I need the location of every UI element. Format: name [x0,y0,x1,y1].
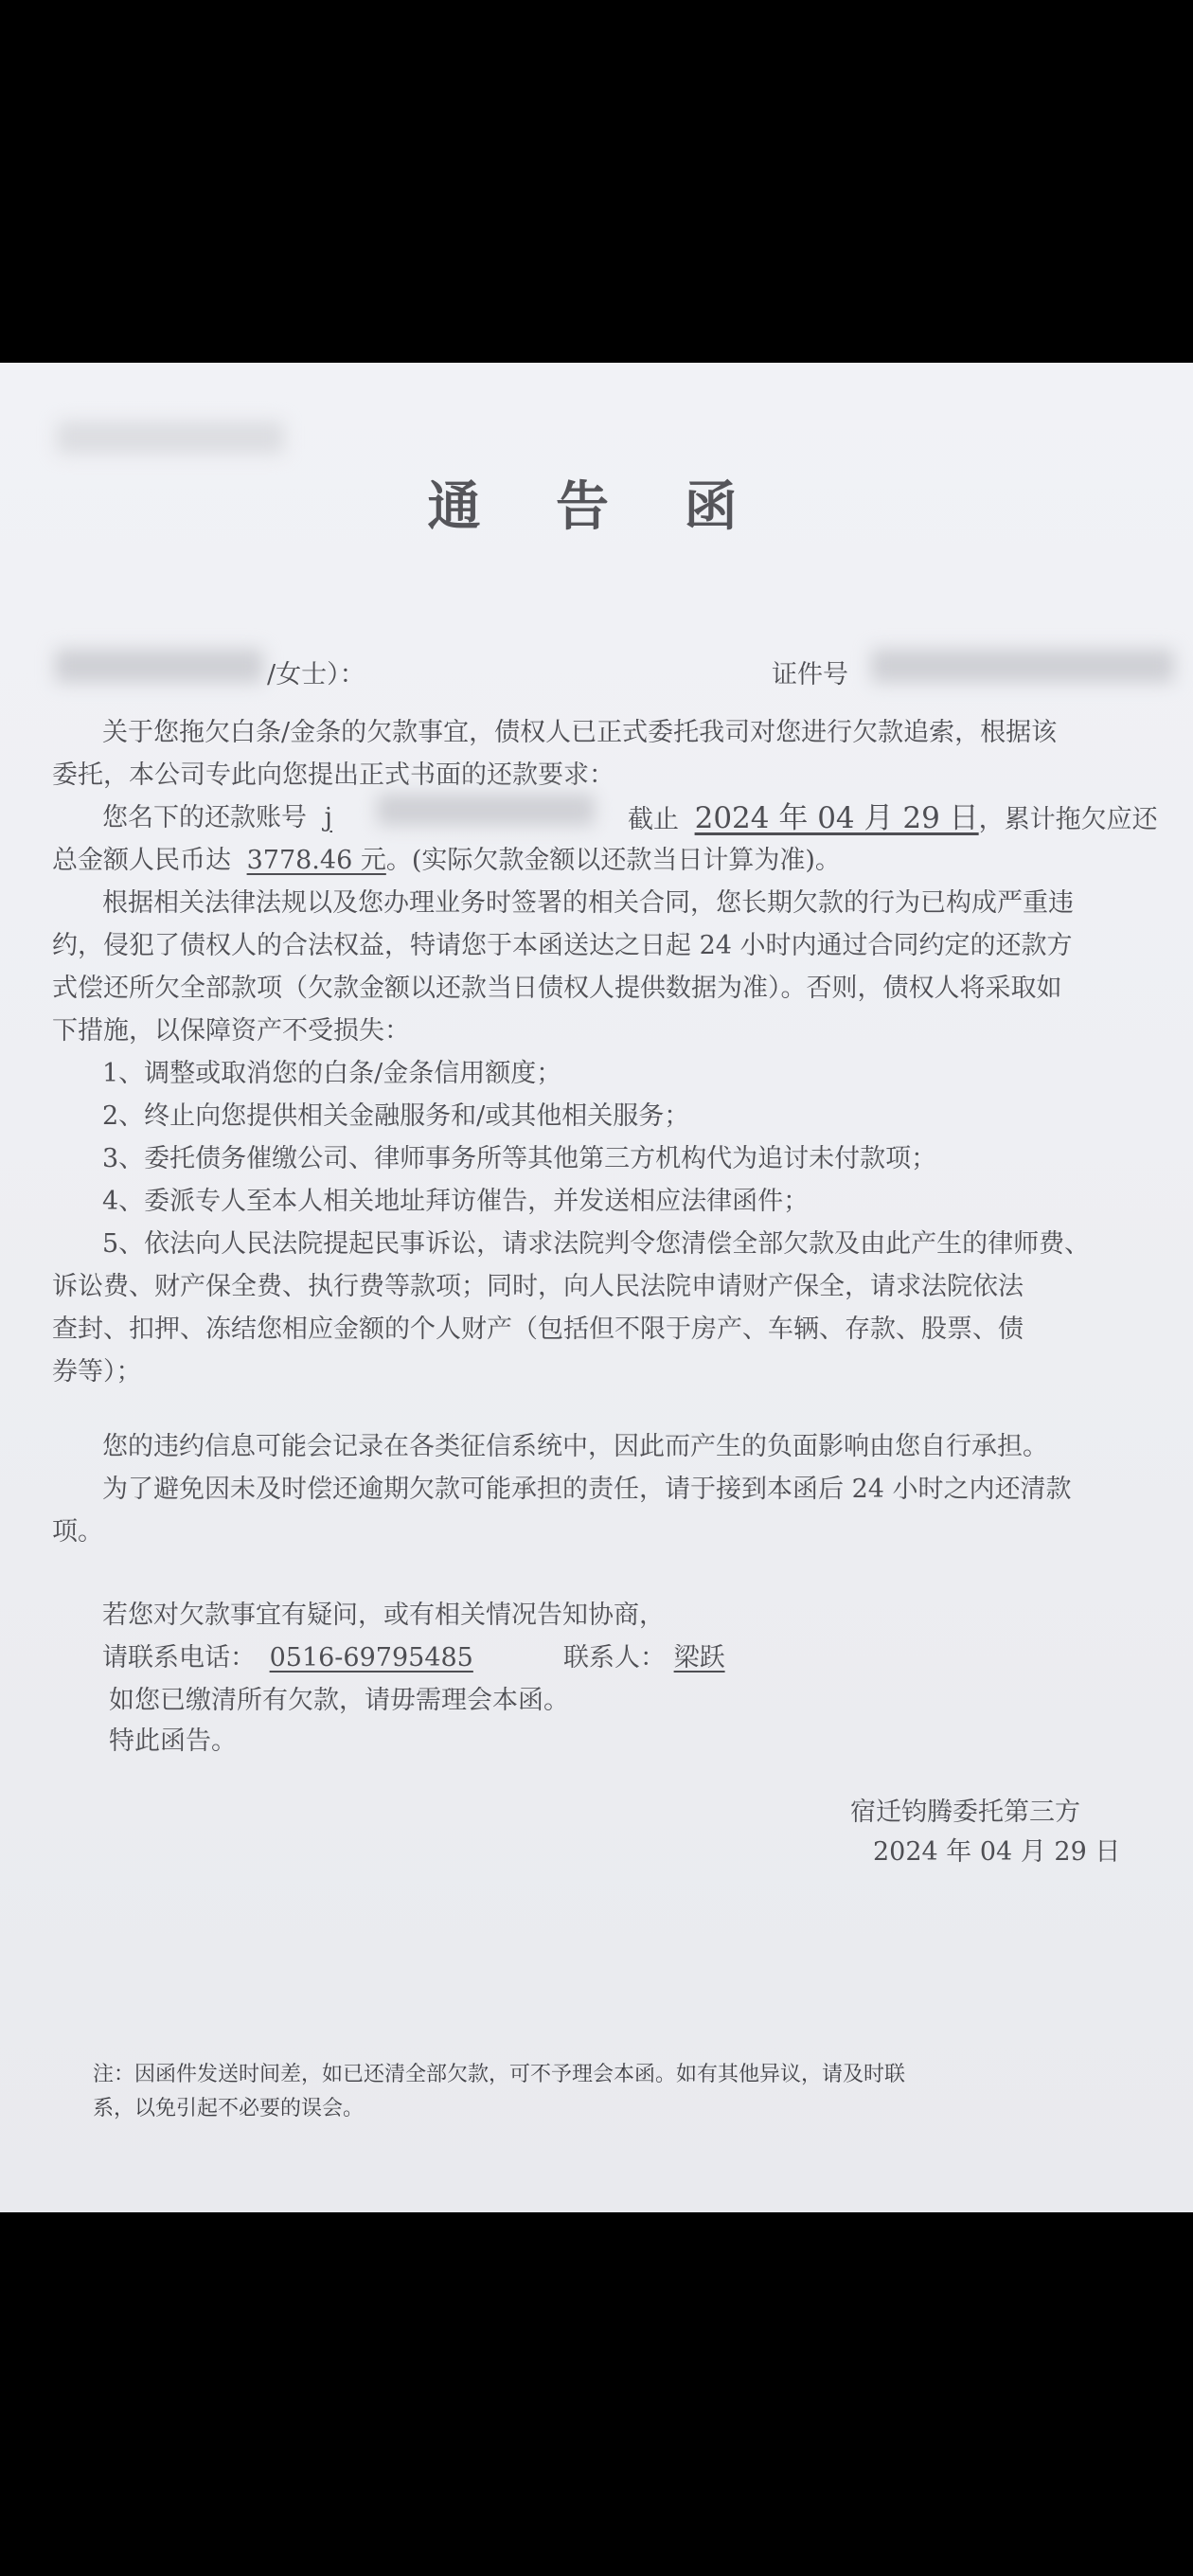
footnote-line-2: 系，以免引起不必要的误会。 [93,2097,365,2120]
account-prefix: 您名下的还款账号 [102,803,307,832]
paragraph-4-line-4: 下措施，以保障资产不受损失： [52,1016,410,1046]
notice-letter-paper [0,363,1193,2212]
id-number-label: 证件号 [772,660,848,689]
repay-deadline-line-2: 项。 [52,1517,103,1547]
measure-1: 1、调整或取消您的白条/金条信用额度； [102,1059,562,1088]
paragraph-1-line-1: 关于您拖欠白条/金条的欠款事宜，债权人已正式委托我司对您进行欠款追索，根据该 [102,718,1058,747]
cutoff-tail: ，累计拖欠应还 [978,805,1158,834]
signature: 宿迁钧腾委托第三方 [850,1798,1080,1827]
contact-person-name: 梁跃 [673,1643,725,1673]
cutoff-label: 截止 [628,805,679,834]
amount-prefix: 总金额人民币达 [52,846,231,875]
phone-number: 0516-69795485 [269,1643,473,1673]
paragraph-4-line-1: 根据相关法律法规以及您办理业务时签署的相关合同，您长期欠款的行为已构成严重违 [102,888,1074,918]
contact-intro: 若您对欠款事宜有疑问，或有相关情况告知协商， [102,1601,665,1630]
cutoff-line [628,794,1158,836]
footnote-line-1: 注：因函件发送时间差，如已还清全部欠款，可不予理会本函。如有其他异议，请及时联 [93,2063,906,2086]
measure-2: 2、终止向您提供相关金融服务和/或其他相关服务； [102,1101,690,1131]
measure-3: 3、委托债务催缴公司、律师事务所等其他第三方机构代为追讨未付款项； [102,1144,937,1173]
redacted-account-number [377,794,595,826]
paid-note: 如您已缴清所有欠款，请毋需理会本函。 [109,1686,569,1715]
measure-4: 4、委派专人至本人相关地址拜访催告，并发送相应法律函件； [102,1187,810,1216]
phone-label: 请联系电话： [102,1643,256,1673]
paragraph-1-line-2: 委托，本公司专此向您提出正式书面的还款要求： [52,760,614,790]
account-line [102,796,332,833]
redacted-recipient-name [55,649,263,683]
redacted-id-number [871,649,1174,683]
paragraph-4-line-2: 约，侵犯了债权人的合法权益，特请您于本函送达之日起 24 小时内通过合同约定的还款方 [52,931,1073,960]
contact-phone-line [102,1637,473,1673]
paragraph-4-line-3: 式偿还所欠全部款项（欠款金额以还款当日债权人提供数据为准）。否则，债权人将采取如 [52,974,1062,1003]
repay-deadline-line-1: 为了避免因未及时偿还逾期欠款可能承担的责任，请于接到本函后 24 小时之内还清款 [102,1475,1072,1504]
redacted-header [57,421,284,454]
measure-5-cont-1: 诉讼费、财产保全费、执行费等款项；同时，向人民法院申请财产保全，请求法院依法 [52,1272,1024,1301]
contact-person-line [563,1637,725,1673]
closing-remark: 特此函告。 [109,1726,237,1756]
measure-5-cont-2: 查封、扣押、冻结您相应金额的个人财产（包括但不限于房产、车辆、存款、股票、债 [52,1315,1024,1344]
amount-line [52,839,841,876]
letter-title: 通 告 函 [427,475,766,538]
measure-5-cont-3: 券等）； [52,1357,142,1386]
salutation-suffix: /女士）： [267,660,365,689]
amount-tail: 。(实际欠款金额以还款当日计算为准)。 [385,846,841,875]
measure-5: 5、依法向人民法院提起民事诉讼，请求法院判令您清偿全部欠款及由此产生的律师费、 [102,1229,1091,1259]
credit-record-warning: 您的违约信息可能会记录在各类征信系统中，因此而产生的负面影响由您自行承担。 [102,1432,1048,1461]
signature-date: 2024 年 04 月 29 日 [873,1837,1121,1867]
account-first-char: j [324,803,332,832]
amount-value: 3778.46 元 [246,846,386,875]
contact-person-label: 联系人： [563,1643,666,1673]
cutoff-date: 2024 年 04 月 29 日 [694,801,979,835]
